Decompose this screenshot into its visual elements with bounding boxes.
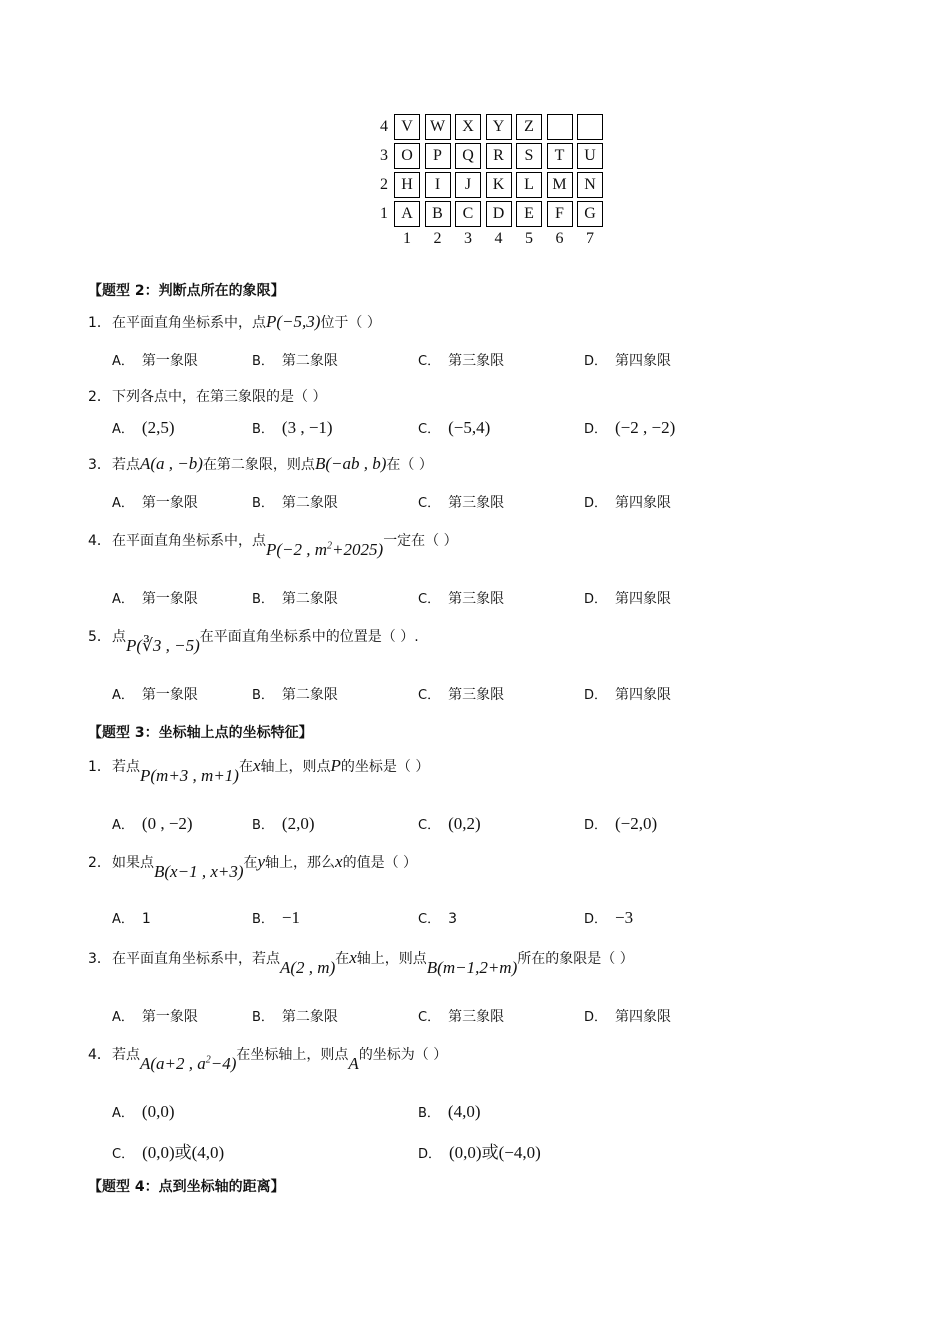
option-a[interactable]: A． 第一象限 bbox=[112, 591, 198, 607]
question-3-4: 4．若点A(a+2 , $a^2-4$)在坐标轴上，则点A的坐标为（ ） bbox=[88, 1047, 448, 1073]
option-d[interactable]: D． 第四象限 bbox=[584, 353, 672, 369]
question-2-5: 5．点P(∛3 , −5)在平面直角坐标系中的位置是（ ）. bbox=[88, 629, 419, 655]
question-2-3: 3．若点A(a , −b)在第二象限，则点B(−ab , b)在（ ） bbox=[88, 454, 433, 473]
grid-cell: W bbox=[425, 114, 451, 140]
option-b[interactable]: B． (4,0) bbox=[418, 1102, 481, 1121]
option-c[interactable]: C． (0,2) bbox=[418, 814, 481, 833]
section-title-3: 【题型 3：坐标轴上点的坐标特征】 bbox=[88, 725, 313, 741]
question-text: 下列各点中，在第三象限的是（ ） bbox=[112, 389, 327, 405]
grid-cell: Y bbox=[486, 114, 512, 140]
option-c[interactable]: C． 第三象限 bbox=[418, 495, 505, 511]
grid-cell: P bbox=[425, 143, 451, 169]
option-c[interactable]: C． 第三象限 bbox=[418, 591, 505, 607]
option-a[interactable]: A． 第一象限 bbox=[112, 495, 198, 511]
option-a[interactable]: A． (0,0) bbox=[112, 1102, 175, 1121]
grid-row bbox=[376, 201, 616, 227]
section-title-4: 【题型 4：点到坐标轴的距离】 bbox=[88, 1179, 285, 1195]
math-expression: P(−2 , $m^2+2025$) bbox=[266, 540, 384, 559]
grid-cell bbox=[577, 114, 603, 140]
grid-row-label: 2 bbox=[380, 176, 388, 193]
grid-cell bbox=[547, 114, 573, 140]
grid-cell: E bbox=[516, 201, 542, 227]
section-title-2: 【题型 2：判断点所在的象限】 bbox=[88, 283, 285, 299]
question-3-3: 3．在平面直角坐标系中，若点A(2 , m)在x轴上，则点B(m−1,2+m)所在的象限是（ ） bbox=[88, 948, 634, 977]
grid-row-label: 3 bbox=[380, 147, 388, 164]
option-d[interactable]: D． 第四象限 bbox=[584, 687, 672, 703]
question-3-2: 2．如果点B(x−1 , x+3)在y轴上，那么x的值是（ ） bbox=[88, 852, 418, 881]
grid-column-label: 3 bbox=[464, 230, 472, 247]
option-a[interactable]: A． 第一象限 bbox=[112, 687, 198, 703]
grid-cell: F bbox=[547, 201, 573, 227]
option-a[interactable]: A． 第一象限 bbox=[112, 353, 198, 369]
grid-cell: N bbox=[577, 172, 603, 198]
grid-column-label: 6 bbox=[555, 230, 564, 247]
option-d[interactable]: D． (0,0)或(−4,0) bbox=[418, 1143, 541, 1162]
grid-cell: M bbox=[547, 172, 573, 198]
grid-cell: D bbox=[486, 201, 512, 227]
grid-cell: J bbox=[455, 172, 481, 198]
option-c[interactable]: C． 第三象限 bbox=[418, 353, 505, 369]
question-number: 1． bbox=[88, 315, 111, 331]
option-b[interactable]: B． (3 , −1) bbox=[252, 418, 333, 437]
option-b[interactable]: B． 第二象限 bbox=[252, 1009, 338, 1025]
math-expression: P(∛3 , −5) bbox=[126, 636, 200, 655]
math-expression: A(a+2 , $a^2-4$) bbox=[140, 1054, 237, 1073]
grid-column-label: 2 bbox=[433, 230, 442, 247]
option-d[interactable]: D． 第四象限 bbox=[584, 1009, 672, 1025]
grid-cell: H bbox=[394, 172, 420, 198]
grid-cell: U bbox=[577, 143, 603, 169]
option-c[interactable]: C． 第三象限 bbox=[418, 687, 505, 703]
grid-cell: O bbox=[394, 143, 420, 169]
option-d[interactable]: D． (−2 , −2) bbox=[584, 418, 676, 437]
grid-cell: K bbox=[486, 172, 512, 198]
math-expression: P(−5,3) bbox=[266, 312, 321, 331]
grid-cell: G bbox=[577, 201, 603, 227]
grid-row-label: 1 bbox=[380, 205, 388, 222]
grid-cell: L bbox=[516, 172, 542, 198]
option-a[interactable]: A． (2,5) bbox=[112, 418, 175, 437]
grid-cell: R bbox=[486, 143, 512, 169]
grid-row bbox=[376, 172, 616, 198]
option-c[interactable]: C． (0,0)或(4,0) bbox=[112, 1143, 225, 1162]
option-a[interactable]: A． 第一象限 bbox=[112, 1009, 198, 1025]
grid-cell: V bbox=[394, 114, 420, 140]
grid-cell: I bbox=[425, 172, 451, 198]
option-b[interactable]: B． 第二象限 bbox=[252, 495, 338, 511]
grid-column-label: 4 bbox=[494, 230, 503, 247]
grid-cell: B bbox=[425, 201, 451, 227]
grid-row bbox=[376, 143, 616, 169]
option-b[interactable]: B． 第二象限 bbox=[252, 687, 338, 703]
option-a[interactable]: A． 1 bbox=[112, 911, 151, 927]
grid-column-label: 1 bbox=[403, 230, 411, 247]
option-b[interactable]: B． 第二象限 bbox=[252, 353, 338, 369]
question-2-1 bbox=[88, 312, 381, 332]
question-text: 在平面直角坐标系中，点 bbox=[112, 315, 266, 331]
option-d[interactable]: D． 第四象限 bbox=[584, 591, 672, 607]
grid-cell: C bbox=[455, 201, 481, 227]
question-2-2: 2．下列各点中，在第三象限的是（ ） bbox=[88, 389, 327, 405]
grid-cell: Z bbox=[516, 114, 542, 140]
grid-cell: Q bbox=[455, 143, 481, 169]
option-b[interactable]: B． −1 bbox=[252, 908, 301, 927]
grid-cell: S bbox=[516, 143, 542, 169]
question-3-1: 1．若点P(m+3 , m+1)在x轴上，则点P的坐标是（ ） bbox=[88, 756, 430, 785]
option-c[interactable]: C． (−5,4) bbox=[418, 418, 491, 437]
grid-cell: A bbox=[394, 201, 420, 227]
grid-cell: X bbox=[455, 114, 481, 140]
option-d[interactable]: D． 第四象限 bbox=[584, 495, 672, 511]
option-a[interactable]: A． (0 , −2) bbox=[112, 814, 193, 833]
grid-column-label: 5 bbox=[525, 230, 533, 247]
option-c[interactable]: C． 3 bbox=[418, 911, 457, 927]
option-d[interactable]: D． −3 bbox=[584, 908, 634, 927]
question-2-4: 4．在平面直角坐标系中，点P(−2 , $m^2+2025$)一定在（ ） bbox=[88, 533, 458, 559]
grid-row bbox=[376, 114, 616, 140]
option-b[interactable]: B． (2,0) bbox=[252, 814, 315, 833]
option-d[interactable]: D． (−2,0) bbox=[584, 814, 658, 833]
grid-column-label: 7 bbox=[586, 230, 594, 247]
option-b[interactable]: B． 第二象限 bbox=[252, 591, 338, 607]
question-text: 位于（ ） bbox=[320, 315, 381, 331]
option-c[interactable]: C． 第三象限 bbox=[418, 1009, 505, 1025]
grid-row-label: 4 bbox=[380, 118, 388, 135]
letter-grid bbox=[376, 114, 616, 254]
grid-cell: T bbox=[547, 143, 573, 169]
